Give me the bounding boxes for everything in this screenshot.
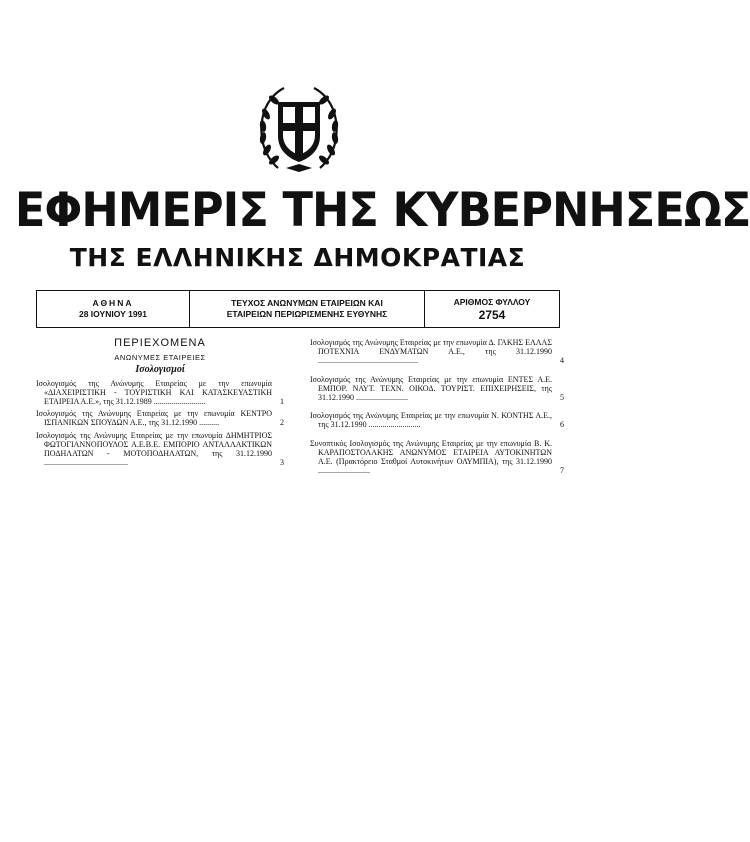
sheet-number-label: ΑΡΙΘΜΟΣ ΦΥΛΛΟΥ	[453, 296, 531, 307]
entry-page-number: 5	[560, 393, 564, 403]
sheet-number-cell	[425, 291, 559, 327]
contents-entry[interactable]	[36, 409, 284, 427]
contents-entry[interactable]	[310, 375, 564, 403]
entry-page-number: 7	[560, 466, 564, 476]
contents-entry[interactable]	[310, 338, 564, 366]
issue-type-line-1: ΤΕΥΧΟΣ ΑΝΩΝΥΜΩΝ ΕΤΑΙΡΕΙΩΝ ΚΑΙ	[231, 298, 383, 308]
entry-page-number: 2	[280, 418, 284, 428]
entry-page-number: 3	[280, 458, 284, 468]
contents-left-column	[36, 338, 284, 470]
greek-coat-of-arms-emblem	[256, 84, 342, 176]
entry-text: Ισολογισμός της Ανώνυμης Εταιρείας με την επωνυμία ΔΗΜΗΤΡΙΟΣ ΦΩΤΟΓΙΑΝΝΟΠΟΥΛΟΣ Α.Ε.Β.Ε. ΕΜΠΟΡΙΟ ΑΝΤΑΛΛΑΚΤΙΚΩΝ ΠΟΔΗΛΑΤΩΝ - ΜΟΤΟΠΟΔΗΛΑΤΩΝ, της 31.12.1990 ..........................................	[36, 430, 272, 468]
issue-type-cell	[190, 291, 425, 327]
contents-entry[interactable]	[36, 379, 284, 407]
place-date-cell	[37, 291, 190, 327]
subsection-heading: Ισολογισμοί	[135, 364, 185, 376]
entry-text: Ισολογισμός της Ανώνυμης Εταιρείας με την επωνυμία ΚΕΝΤΡΟ ΙΣΠΑΝΙΚΩΝ ΣΠΟΥΔΩΝ Α.Ε., της 31.12.1990 ..........	[36, 409, 272, 428]
section-heading: ΑΝΩΝΥΜΕΣ ΕΤΑΙΡΕΙΕΣ	[114, 353, 206, 363]
contents-entry[interactable]	[36, 431, 284, 468]
entry-text: Ισολογισμός της Ανώνυμης Εταιρείας με την επωνυμία Ν. ΚΟΝΤΗΣ Α.Ε., της 31.12.1990 ..........................	[310, 411, 552, 430]
entry-page-number: 1	[280, 397, 284, 407]
entry-text: Ισολογισμός της Ανώνυμης Εταιρείας με την επωνυμία ΕΝΤΕΣ Α.Ε. ΕΜΠΟΡ. ΝΑΥΤ. ΤΕΧΝ. ΟΙΚΟΔ. ΤΟΥΡΙΣΤ. ΕΠΙΧΕΙΡΗΣΕΙΣ, της 31.12.1990 ..........................	[310, 374, 552, 403]
issue-type-line-2: ΕΤΑΙΡΕΙΩΝ ΠΕΡΙΩΡΙΣΜΕΝΗΣ ΕΥΘΥΝΗΣ	[226, 309, 388, 319]
issue-info-box	[36, 290, 560, 328]
gazette-subtitle: ΤΗΣ ΕΛΛΗΝΙΚΗΣ ΔΗΜΟΚΡΑΤΙΑΣ	[69, 243, 526, 272]
publication-city: ΑΘΗΝΑ	[92, 298, 134, 308]
contents-entry[interactable]	[310, 411, 564, 429]
entry-page-number: 6	[560, 420, 564, 430]
contents-right-column	[310, 338, 564, 484]
entry-text: Ισολογισμός της Ανώνυμης Εταιρείας με την επωνυμία Δ. ΓΑΚΗΣ ΕΛΛΑΣ ΠΟΤΕΧΝΙΑ ΕΝΔΥΜΑΤΩΝ Α.Ε., της 31.12.1990 ..................................................	[310, 338, 552, 366]
contents-entry[interactable]	[310, 439, 564, 476]
sheet-number: 2754	[478, 307, 506, 322]
publication-date: 28 ΙΟΥΝΙΟΥ 1991	[78, 309, 148, 319]
gazette-title: ΕΦΗΜΕΡΙΣ ΤΗΣ ΚΥΒΕΡΝΗΣΕΩΣ	[14, 183, 750, 238]
entry-text: Ισολογισμός της Ανώνυμης Εταιρείας με την επωνυμία «ΔΙΑΧΕΙΡΙΣΤΙΚΗ - ΤΟΥΡΙΣΤΙΚΗ ΚΑΙ ΚΑΤΑΣΚΕΥΑΣΤΙΚΗ ΕΤΑΙΡΕΙΑ Α.Ε.», της 31.12.1989 ..........................	[36, 378, 272, 407]
entry-page-number: 4	[560, 356, 564, 366]
contents-heading: ΠΕΡΙΕΧΟΜΕΝΑ	[114, 337, 206, 349]
entry-text: Συνοπτικός Ισολογισμός της Ανώνυμης Εταιρείας με την επωνυμία Β. Κ. ΚΑΡΑΠΟΣΤΟΛΑΚΗΣ ΑΝΩΝΥΜΟΣ ΕΤΑΙΡΕΙΑ ΑΥΤΟΚΙΝΗΤΩΝ Α.Ε. (Πρακτόρειο Σταθμοί Αυτοκινήτων ΟΛΥΜΠΙΑ), της 31.12.1990 ..........................	[310, 438, 552, 476]
